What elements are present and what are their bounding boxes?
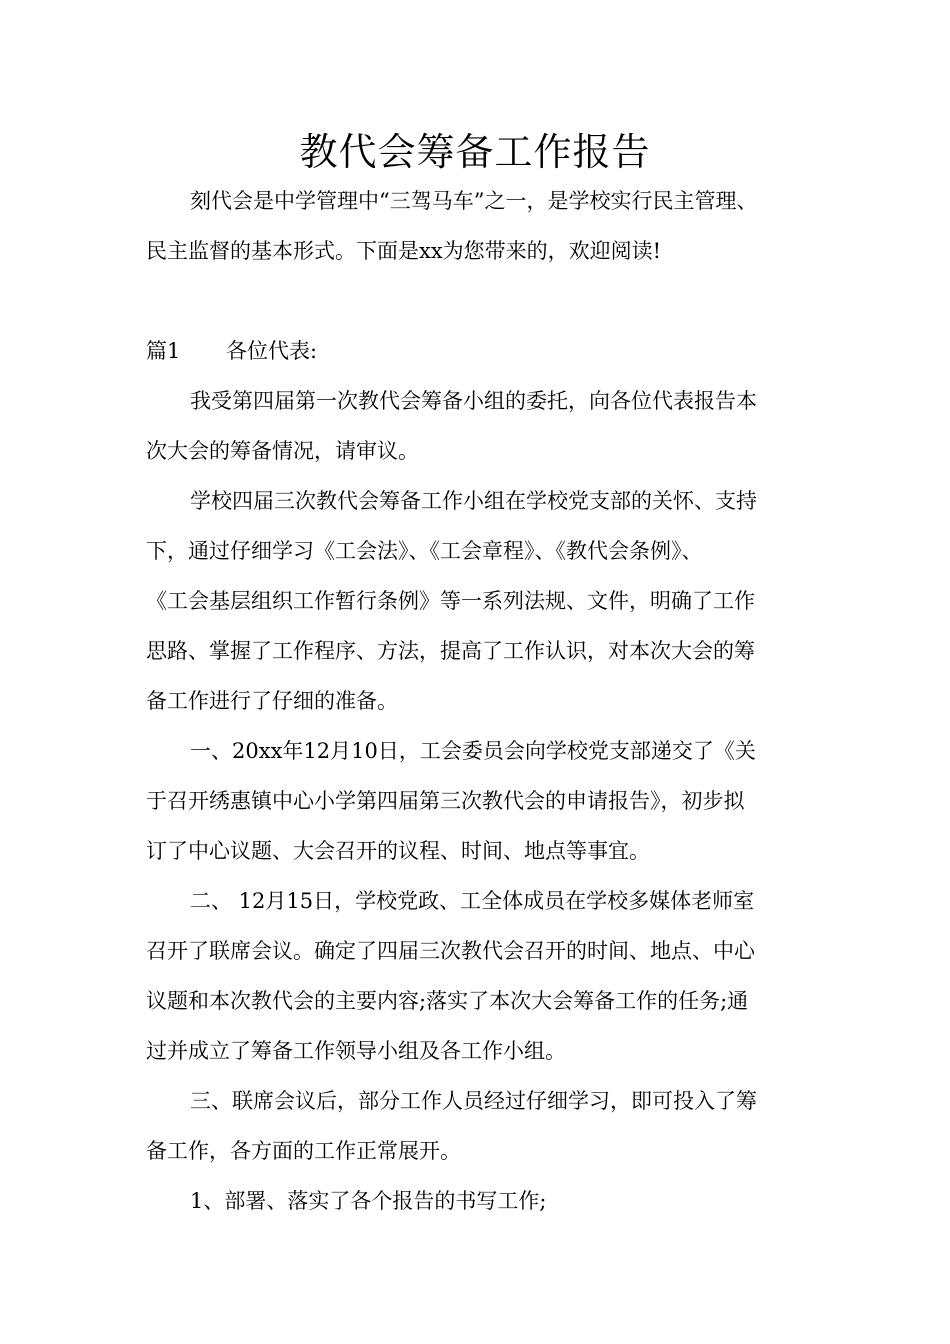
section-label: 篇1: [146, 339, 181, 363]
paragraph-line: 次大会的筹备情况，请审议。: [146, 439, 419, 463]
paragraph-line: 议题和本次教代会的主要内容;落实了本次大会筹备工作的任务;通: [146, 989, 749, 1013]
paragraph-line: 三、联席会议后，部分工作人员经过仔细学习，即可投入了筹: [190, 1089, 757, 1113]
paragraph-line: 1、部署、落实了各个报告的书写工作;: [190, 1189, 547, 1213]
paragraph-line: 过并成立了筹备工作领导小组及各工作小组。: [146, 1039, 566, 1063]
paragraph-line: 下，通过仔细学习《工会法》、《工会章程》、《教代会条例》、: [146, 539, 703, 563]
section-heading: [146, 336, 826, 366]
paragraph-line: 学校四届三次教代会筹备工作小组在学校党支部的关怀、支持: [190, 489, 757, 513]
paragraph-line: 备工作进行了仔细的准备。: [146, 689, 398, 713]
document-title: 教代会筹备工作报告: [299, 130, 651, 174]
salutation: 各位代表:: [226, 339, 318, 363]
paragraph-line: 二、 12月15日，学校党政、工全体成员在学校多媒体老师室: [190, 889, 755, 913]
paragraph-line: 一、20xx年12月10日，工会委员会向学校党支部递交了《关: [190, 739, 756, 763]
paragraph-line: 民主监督的基本形式。下面是xx为您带来的，欢迎阅读!: [146, 239, 662, 263]
paragraph-line: 订了中心议题、大会召开的议程、时间、地点等事宜。: [146, 839, 650, 863]
paragraph-line: 备工作，各方面的工作正常展开。: [146, 1139, 461, 1163]
paragraph-line: 于召开绣惠镇中心小学第四届第三次教代会的申请报告》，初步拟: [146, 789, 745, 813]
paragraph-line: 我受第四届第一次教代会筹备小组的委托，向各位代表报告本: [190, 389, 757, 413]
paragraph-line: 刻代会是中学管理中“三驾马车”之一，是学校实行民主管理、: [190, 189, 758, 213]
paragraph-line: 思路、掌握了工作程序、方法，提高了工作认识，对本次大会的筹: [146, 639, 755, 663]
paragraph-line: 召开了联席会议。确定了四届三次教代会召开的时间、地点、中心: [146, 939, 755, 963]
paragraph-line: 《工会基层组织工作暂行条例》等一系列法规、文件，明确了工作: [146, 589, 755, 613]
